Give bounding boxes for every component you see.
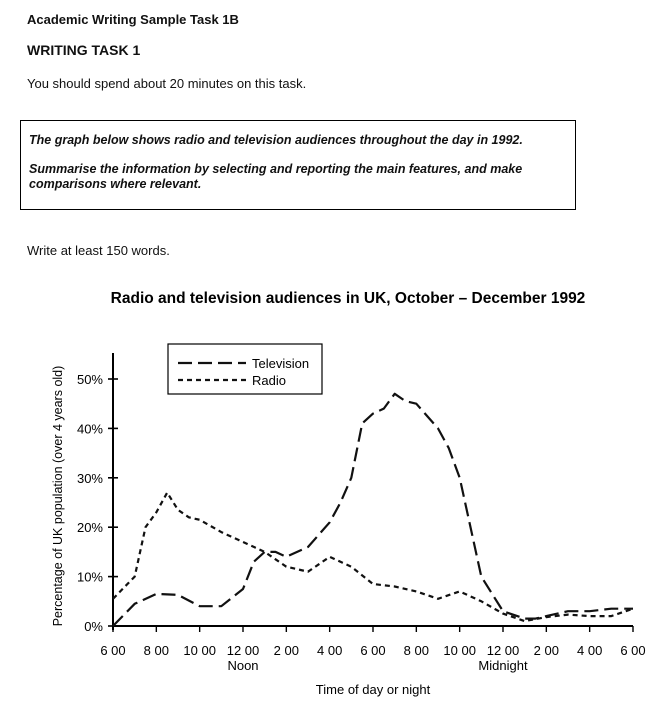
page-subtitle: Academic Writing Sample Task 1B — [27, 12, 239, 27]
x-tick-label: 2 00 — [533, 643, 559, 658]
y-tick-label: 50% — [76, 372, 103, 387]
y-tick-label: 40% — [76, 421, 103, 437]
x-tick-label: 12 00 — [486, 643, 520, 658]
x-tick-label: 8 00 — [403, 643, 429, 658]
x-tick-label: 6 00 — [620, 643, 646, 658]
x-tick-label: 10 00 — [443, 643, 476, 658]
x-tick-label: 10 00 — [183, 643, 216, 658]
legend-label-radio: Radio — [252, 373, 286, 388]
y-axis-label: Percentage of UK population (over 4 years old) — [51, 365, 65, 627]
x-tick-label: 4 00 — [317, 643, 343, 658]
x-tick-label: 6 00 — [100, 643, 126, 658]
x-tick-label: 8 00 — [143, 643, 169, 658]
chart-axes — [77, 353, 646, 673]
task-title: WRITING TASK 1 — [27, 42, 141, 58]
task-description-line-2: Summarise the information by selecting and reporting the main features, and make comparisons where relevant. — [29, 162, 523, 191]
series-line-television — [113, 394, 633, 626]
x-sublabel: Midnight — [478, 658, 528, 673]
word-count-instruction: Write at least 150 words. — [27, 243, 170, 258]
time-instruction: You should spend about 20 minutes on this task. — [27, 76, 307, 91]
y-tick-label: 0% — [84, 619, 103, 634]
x-sublabel: Noon — [227, 658, 259, 673]
chart-legend — [168, 344, 322, 394]
x-tick-label: 6 00 — [360, 643, 386, 658]
chart-title: Radio and television audiences in UK, October – December 1992 — [110, 290, 586, 307]
legend-label-television: Television — [252, 356, 310, 371]
y-tick-label: 30% — [76, 470, 103, 486]
x-tick-label: 2 00 — [273, 643, 299, 658]
task-description-line-1: The graph below shows radio and television audiences throughout the day in 1992. — [29, 133, 523, 147]
y-tick-label: 20% — [76, 520, 103, 536]
x-axis-label: Time of day or night — [315, 682, 431, 697]
x-tick-label: 4 00 — [577, 643, 603, 658]
x-tick-label: 12 00 — [226, 643, 260, 658]
chart-series-group — [113, 394, 633, 626]
y-tick-label: 10% — [76, 569, 103, 585]
